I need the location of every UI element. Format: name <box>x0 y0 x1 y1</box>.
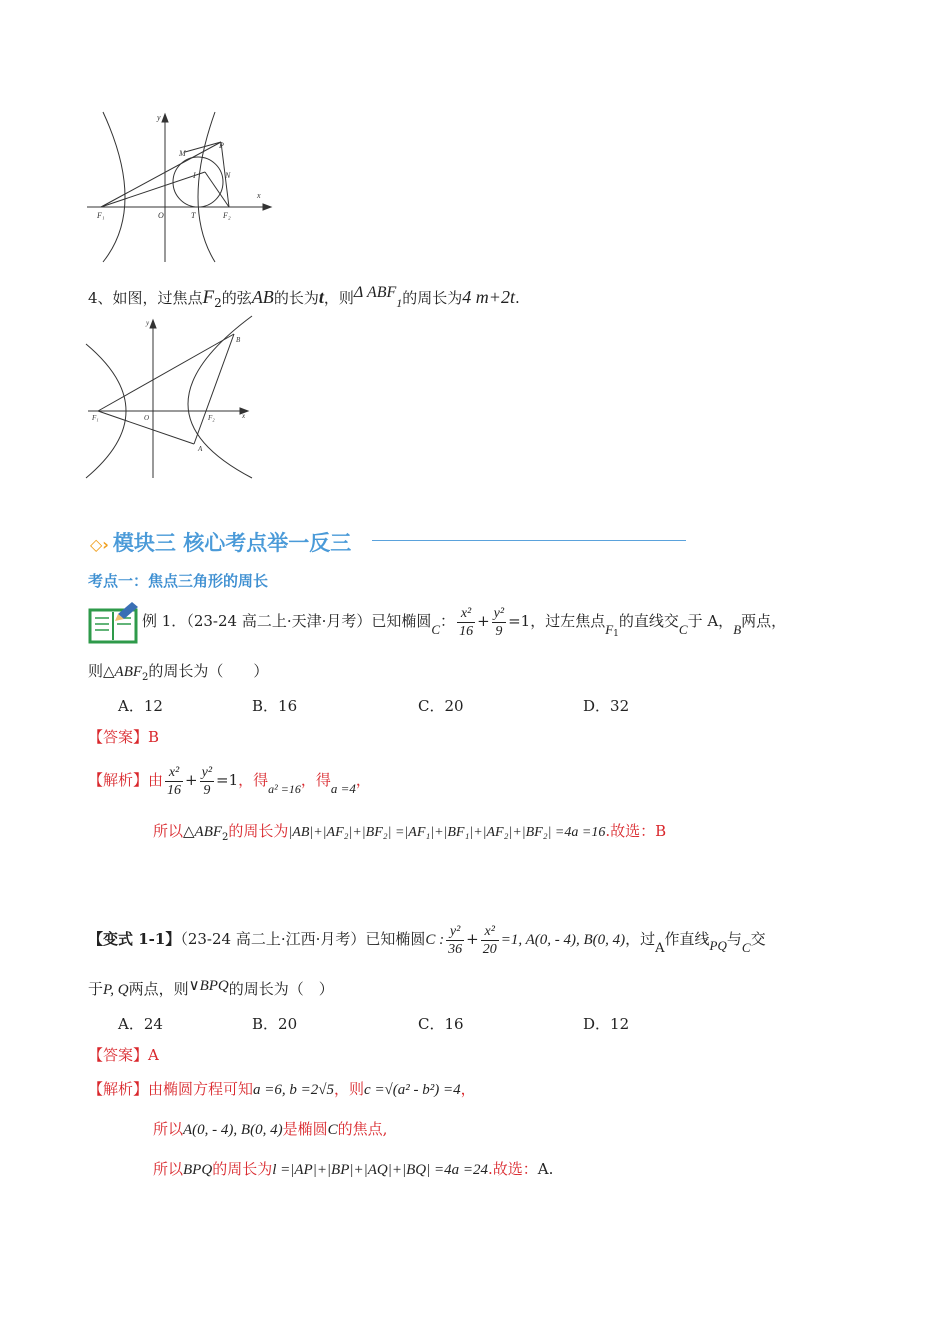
diamond-arrow-icon: ◇› <box>90 535 109 554</box>
fig3-label: x <box>257 191 261 200</box>
module-title: 模块三 核心考点举一反三 <box>112 531 352 555</box>
fraction: $\frac{\text{x²}}{16}$ <box>167 764 182 798</box>
var1-question-line1: 【变式 1-1】（23-24 高二上·江西·月考）已知椭圆C : $\frac{\text{y²}}{36}$ + $\frac{\text{x²}}{20}$ =1, A(0, - 4), B(0, 4)，过A作直线PQ与C交 <box>88 923 766 957</box>
hyperbola-chord-figure <box>84 314 256 484</box>
fraction: $\frac{\text{y²}}{9}$ <box>493 605 505 639</box>
ex1-option-b[interactable]: B．16 <box>252 697 298 715</box>
ex1-answer: 【答案】B <box>88 728 160 746</box>
fraction: $\frac{\text{x²}}{16}$ <box>459 605 474 639</box>
fig3-label: N <box>225 171 231 180</box>
ex1-question-line1: 例 1．（23-24 高二上·天津·月考）已知椭圆C： $\frac{\text{x²}}{16}$ + $\frac{\text{y²}}{9}$ =1，过左焦点$F_1$的直线交C于 A，B两点， <box>142 605 787 639</box>
fig3-label: F₁ <box>97 211 105 220</box>
var1-question-line2: 于P, Q两点，则∨BPQ的周长为（ ） <box>88 978 334 998</box>
module-heading-rule <box>372 540 686 541</box>
fig4-label: y <box>146 319 150 327</box>
ex1-analysis-line1: 【解析】由 $\frac{\text{x²}}{16}$ + $\frac{\text{y²}}{9}$ =1，得$_{a^2 =16}$，得a =4， <box>88 764 371 798</box>
ex1-option-d[interactable]: D．32 <box>583 697 630 715</box>
fig4-label: F₂ <box>208 414 215 422</box>
fraction: $\frac{\text{y²}}{36}$ <box>448 923 463 957</box>
fig4-label: O <box>144 414 150 422</box>
fig3-label: F₂ <box>223 211 231 220</box>
book-pencil-icon <box>88 602 140 644</box>
module-heading <box>90 527 351 557</box>
fig4-label: F₁ <box>92 414 99 422</box>
ex1-analysis-line2: 所以$\triangle ABF_2$的周长为|AB|+|AF₂|+|BF₂| =|AF₁|+|BF₁|+|AF₂|+|BF₂| =4a =16.故选：B <box>153 822 667 843</box>
ex1-option-c[interactable]: C．20 <box>418 697 464 715</box>
ex1-question-line2: 则$\triangle ABF_2$的周长为（ ） <box>88 662 269 683</box>
var1-option-d[interactable]: D．12 <box>583 1015 630 1033</box>
fig3-label: P <box>219 141 224 150</box>
var1-analysis-line2: 所以A(0, - 4), B(0, 4)是椭圆C的焦点, <box>153 1120 388 1138</box>
item-4-text: 4、如图，过焦点$F_2$的弦AB的长为t，则Δ $ABF_1$的周长为4 m+2t. <box>88 284 520 310</box>
var1-option-a[interactable]: A．24 <box>118 1015 163 1033</box>
var1-option-c[interactable]: C．16 <box>418 1015 464 1033</box>
var1-answer: 【答案】A <box>88 1046 159 1064</box>
fig4-label: x <box>242 412 246 420</box>
fig4-label: A <box>198 445 203 453</box>
var1-analysis-line1: 【解析】由椭圆方程可知a =6, b =2√5，则c =√(a² - b²) =4， <box>88 1080 476 1098</box>
fig3-label: T <box>191 211 196 220</box>
fraction: $\frac{\text{y²}}{9}$ <box>201 764 213 798</box>
fig3-label: O <box>158 211 164 220</box>
fig3-label: I <box>193 171 196 180</box>
var1-option-b[interactable]: B．20 <box>252 1015 298 1033</box>
fig3-label: y <box>157 113 161 122</box>
ex1-option-a[interactable]: A．12 <box>118 697 163 715</box>
hyperbola-incircle-figure <box>85 110 275 270</box>
fig4-label: B <box>236 336 241 344</box>
var1-analysis-line3: 所以BPQ的周长为l =|AP|+|BP|+|AQ|+|BQ| =4a =24.故选：A. <box>153 1160 554 1178</box>
kaodian-heading: 考点一：焦点三角形的周长 <box>88 572 269 590</box>
fraction: $\frac{\text{x²}}{20}$ <box>482 923 497 957</box>
fig3-label: M <box>179 149 186 158</box>
